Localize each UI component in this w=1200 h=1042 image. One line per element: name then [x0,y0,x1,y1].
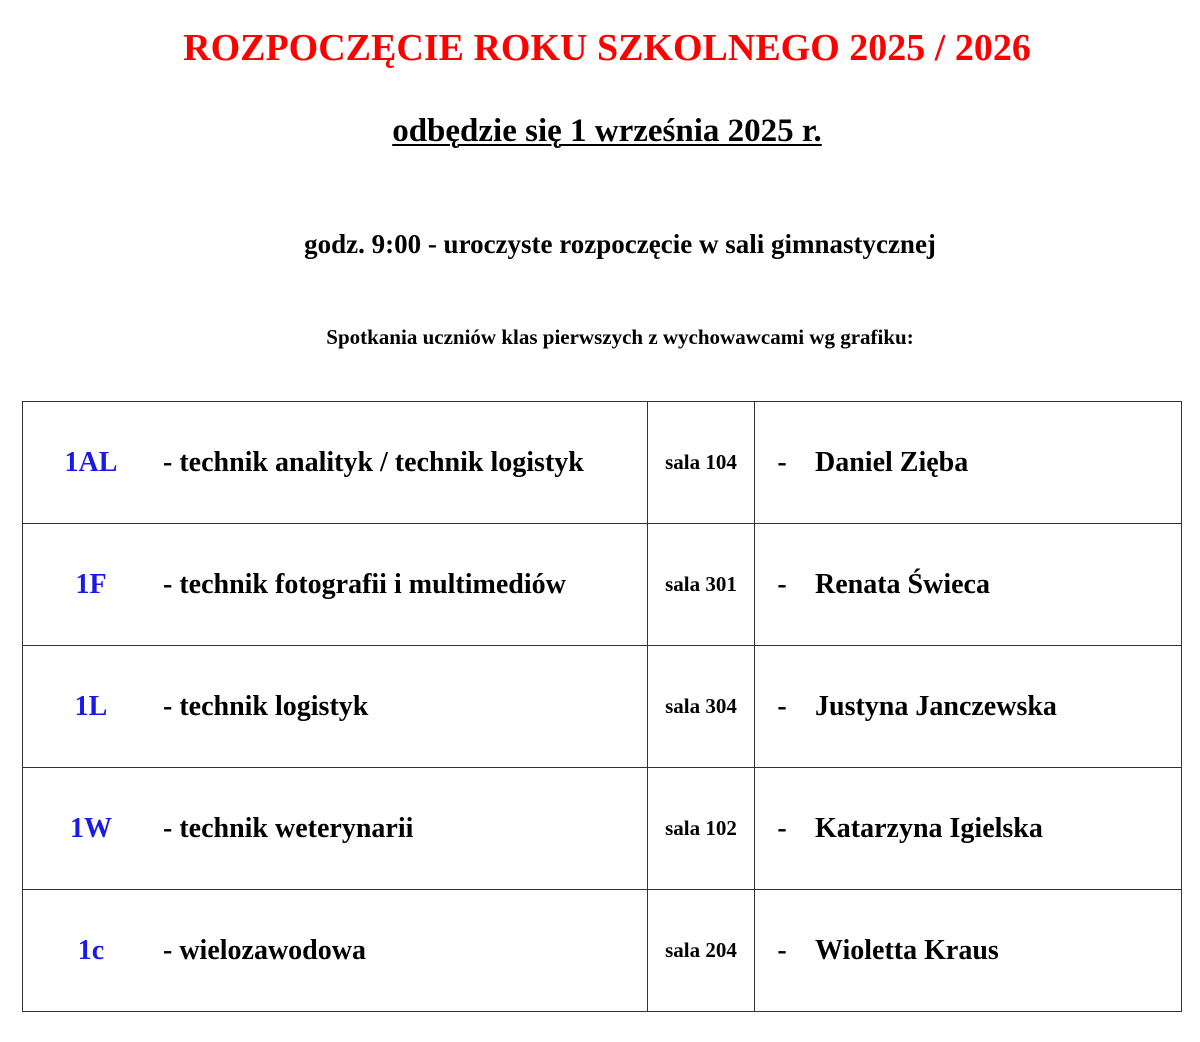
class-profile: - technik fotografii i multimediów [163,568,566,600]
teacher-cell [755,402,1182,524]
room-cell: sala 104 [648,402,755,524]
class-code: 1AL [64,446,118,478]
class-schedule-table [22,401,1182,1012]
class-code: 1W [70,812,112,844]
room-cell: sala 204 [648,890,755,1012]
dash-separator: - [777,446,787,478]
date-line: odbędzie się 1 września 2025 r. [392,113,822,149]
teacher-name: Wioletta Kraus [815,934,999,966]
class-cell [23,768,648,890]
room-cell: sala 102 [648,768,755,890]
teacher-cell [755,646,1182,768]
teacher-name: Katarzyna Igielska [815,812,1043,844]
class-profile: - technik analityk / technik logistyk [163,446,584,478]
class-code: 1F [75,568,107,600]
table-row [23,524,1182,646]
teacher-name: Justyna Janczewska [815,690,1057,722]
class-profile: - wielozawodowa [163,934,366,966]
class-profile: - technik weterynarii [163,812,414,844]
class-cell [23,524,648,646]
class-profile: - technik logistyk [163,690,369,722]
teacher-cell [755,524,1182,646]
teacher-cell [755,890,1182,1012]
teacher-name: Renata Świeca [815,568,990,600]
ceremony-line: godz. 9:00 - uroczyste rozpoczęcie w sali gimnastycznej [304,229,936,259]
class-cell [23,646,648,768]
table-row [23,768,1182,890]
table-row [23,646,1182,768]
table-row [23,402,1182,524]
room-cell: sala 304 [648,646,755,768]
dash-separator: - [777,812,787,844]
room-cell: sala 301 [648,524,755,646]
class-cell [23,402,648,524]
teacher-cell [755,768,1182,890]
page-title: ROZPOCZĘCIE ROKU SZKOLNEGO 2025 / 2026 [183,27,1031,69]
class-code: 1c [77,934,105,966]
schedule-intro: Spotkania uczniów klas pierwszych z wychowawcami wg grafiku: [326,325,914,349]
class-cell [23,890,648,1012]
dash-separator: - [777,690,787,722]
dash-separator: - [777,934,787,966]
table-row [23,890,1182,1012]
class-code: 1L [74,690,108,722]
dash-separator: - [777,568,787,600]
teacher-name: Daniel Zięba [815,446,969,478]
